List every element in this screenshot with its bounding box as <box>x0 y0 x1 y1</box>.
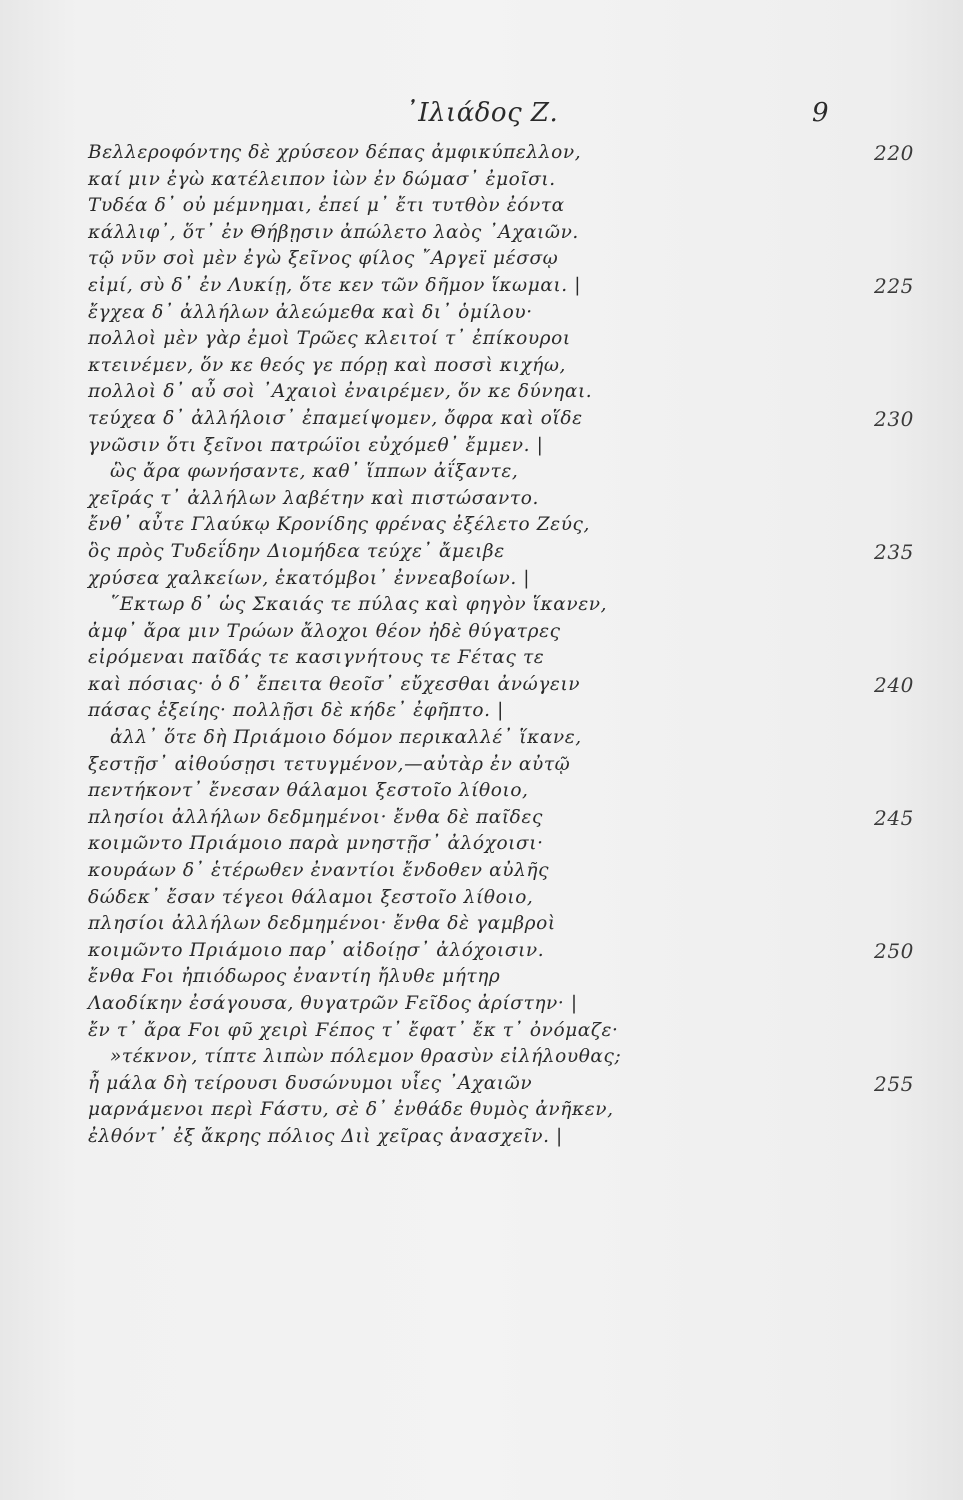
verse-line <box>88 326 828 353</box>
verse-line <box>88 1044 828 1071</box>
verse-text: πάσας ἑξείης· πολλῇσι δὲ κήδε᾽ ἐφῆπτο. | <box>88 700 504 722</box>
line-number: 255 <box>874 1071 914 1096</box>
verse-text: Βελλεροφόντης δὲ χρύσεον δέπας ἀμφικύπελλον, <box>88 142 582 163</box>
verse-text: Λαοδίκην ἐσάγουσα, θυγατρῶν Ϝεῖδος ἀρίστην· | <box>88 993 578 1014</box>
verse-text: ἔγχεα δ᾽ ἀλλήλων ἀλεώμεθα καὶ δι᾽ ὁμίλου· <box>88 301 533 323</box>
line-number: 235 <box>874 539 914 564</box>
verse-text: ἦ μάλα δὴ τείρουσι δυσώνυμοι υἷες ᾽Αχαιῶν <box>88 1072 533 1094</box>
verse-text: χεῖράς τ᾽ ἀλλήλων λαβέτην καὶ πιστώσαντο. <box>88 487 539 509</box>
verse-line <box>88 459 828 486</box>
verse-line <box>88 246 828 273</box>
verse-text: ἐλθόντ᾽ ἐξ ἄκρης πόλιος Διὶ χεῖρας ἀνασχεῖν. | <box>88 1125 563 1147</box>
verse-line <box>88 193 828 220</box>
verse-text: κάλλιφ᾽, ὅτ᾽ ἐν Θήβῃσιν ἀπώλετο λαὸς ᾽Αχαιῶν. <box>88 221 579 243</box>
verse-text: ξεστῇσ᾽ αἰθούσῃσι τετυγμένον,—αὐτὰρ ἐν αὐτῷ <box>88 753 571 775</box>
verse-text: ἔνθ᾽ αὖτε Γλαύκῳ Κρονίδης φρένας ἐξέλετο Ζεύς, <box>88 514 590 536</box>
verse-line <box>88 539 914 566</box>
verse-text: καὶ πόσιας· ὁ δ᾽ ἔπειτα θεοῖσ᾽ εὔχεσθαι ἀνώγειν <box>88 673 581 695</box>
verse-text: χρύσεα χαλκείων, ἑκατόμβοι᾽ ἐννεαβοίων. | <box>88 567 531 589</box>
verse-line <box>88 619 828 646</box>
verse-line <box>88 1018 828 1045</box>
verse-text: πεντήκοντ᾽ ἔνεσαν θάλαμοι ξεστοῖο λίθοιο, <box>88 780 529 802</box>
running-head: ᾽Ιλιάδος Ζ. <box>404 98 559 128</box>
verse-line <box>88 885 828 912</box>
verse-text: πλησίοι ἀλλήλων δεδμημένοι· ἔνθα δὲ γαμβροὶ <box>88 913 556 935</box>
verse-line <box>88 725 828 752</box>
line-number: 230 <box>874 406 914 431</box>
verse-text: κοιμῶντο Πριάμοιο παρ᾽ αἰδοίῃσ᾽ ἀλόχοισιν. <box>88 939 545 961</box>
verse-text: Τυδέα δ᾽ οὐ μέμνημαι, ἐπεί μ᾽ ἔτι τυτθὸν ἐόντα <box>88 195 565 217</box>
verse-line <box>88 645 828 672</box>
verse-text: καί μιν ἐγὼ κατέλειπον ἰὼν ἐν δώμασ᾽ ἐμοῖσι. <box>88 168 556 190</box>
verse-line <box>88 1071 914 1098</box>
verse-line <box>88 486 828 513</box>
verse-text: τεύχεα δ᾽ ἀλλήλοισ᾽ ἐπαμείψομεν, ὄφρα καὶ οἵδε <box>88 407 583 429</box>
verse-text: ἀμφ᾽ ἄρα μιν Τρώων ἄλοχοι θέον ἠδὲ θύγατρες <box>88 620 561 642</box>
verse-line <box>88 406 914 433</box>
verse-text: πολλοὶ μὲν γὰρ ἐμοὶ Τρῶες κλειτοί τ᾽ ἐπίκουροι <box>88 328 571 350</box>
verse-text: τῷ νῦν σοὶ μὲν ἐγὼ ξεῖνος φίλος ῎Αργεϊ μέσσῳ <box>88 248 559 270</box>
verse-line <box>88 379 828 406</box>
line-number: 225 <box>874 273 914 298</box>
verse-text: γνῶσιν ὅτι ξεῖνοι πατρώϊοι εὐχόμεθ᾽ ἔμμεν. | <box>88 434 544 456</box>
verse-text: εἰμί, σὺ δ᾽ ἐν Λυκίῃ, ὅτε κεν τῶν δῆμον ἵκωμαι. | <box>88 274 582 296</box>
verse-text: πολλοὶ δ᾽ αὖ σοὶ ᾽Αχαιοὶ ἐναιρέμεν, ὅν κε δύνηαι. <box>88 381 593 403</box>
verse-line <box>88 566 828 593</box>
verse-text: ἀλλ᾽ ὅτε δὴ Πριάμοιο δόμον περικαλλέ᾽ ἵκανε, <box>110 727 582 749</box>
verse-text: »τέκνον, τίπτε λιπὼν πόλεμον θρασὺν εἰλήλουθας; <box>110 1046 622 1068</box>
line-number: 220 <box>874 141 914 165</box>
verse-line <box>88 698 828 725</box>
verse-text: κουράων δ᾽ ἑτέρωθεν ἐναντίοι ἔνδοθεν αὐλῆς <box>88 860 550 882</box>
verse-line <box>88 273 914 300</box>
verse-line <box>88 433 828 460</box>
page-number: 9 <box>812 98 829 128</box>
verse-line <box>88 964 828 991</box>
verse-line <box>88 938 914 965</box>
verse-text: ἔνθα Ϝοι ἠπιόδωρος ἐναντίη ἤλυθε μήτηρ <box>88 966 501 988</box>
verse-line <box>88 672 914 699</box>
verse-line <box>88 1124 828 1151</box>
verse-line <box>88 752 828 779</box>
verse-text: εἰρόμεναι παῖδάς τε κασιγνήτους τε Ϝέτας τε <box>88 647 545 669</box>
verse-line <box>88 140 914 167</box>
line-number: 250 <box>874 938 914 963</box>
verse-text: πλησίοι ἀλλήλων δεδμημένοι· ἔνθα δὲ παῖδες <box>88 806 543 828</box>
verse-text: ὣς ἄρα φωνήσαντε, καθ᾽ ἵππων ἀΐξαντε, <box>110 461 519 483</box>
verse-text: ὃς πρὸς Τυδεΐδην Διομήδεα τεύχε᾽ ἄμειβε <box>88 540 505 562</box>
verse-line <box>88 1097 828 1124</box>
verse-line <box>88 167 828 194</box>
verse-block <box>88 140 914 1151</box>
verse-line <box>88 911 828 938</box>
verse-line <box>88 592 828 619</box>
verse-line <box>88 778 828 805</box>
verse-line <box>88 805 914 832</box>
verse-line <box>88 831 828 858</box>
line-number: 240 <box>874 672 914 697</box>
line-number: 245 <box>874 805 914 830</box>
verse-line <box>88 220 828 247</box>
verse-text: ἔν τ᾽ ἄρα Ϝοι φῦ χειρὶ Ϝέπος τ᾽ ἔφατ᾽ ἔκ τ᾽ ὀνόμαζε· <box>88 1019 619 1041</box>
verse-text: κοιμῶντο Πριάμοιο παρὰ μνηστῇσ᾽ ἀλόχοισι· <box>88 833 544 855</box>
verse-text: μαρνάμενοι περὶ Ϝάστυ, σὲ δ᾽ ἐνθάδε θυμὸς ἀνῆκεν, <box>88 1099 614 1121</box>
verse-line <box>88 300 828 327</box>
verse-line <box>88 512 828 539</box>
verse-text: κτεινέμεν, ὅν κε θεός γε πόρῃ καὶ ποσσὶ κιχήω, <box>88 354 567 376</box>
verse-line <box>88 353 828 380</box>
verse-text: ῞Εκτωρ δ᾽ ὡς Σκαιάς τε πύλας καὶ φηγὸν ἵκανεν, <box>110 594 608 616</box>
verse-line <box>88 858 828 885</box>
verse-text: δώδεκ᾽ ἔσαν τέγεοι θάλαμοι ξεστοῖο λίθοιο, <box>88 886 534 908</box>
verse-line <box>88 991 828 1018</box>
